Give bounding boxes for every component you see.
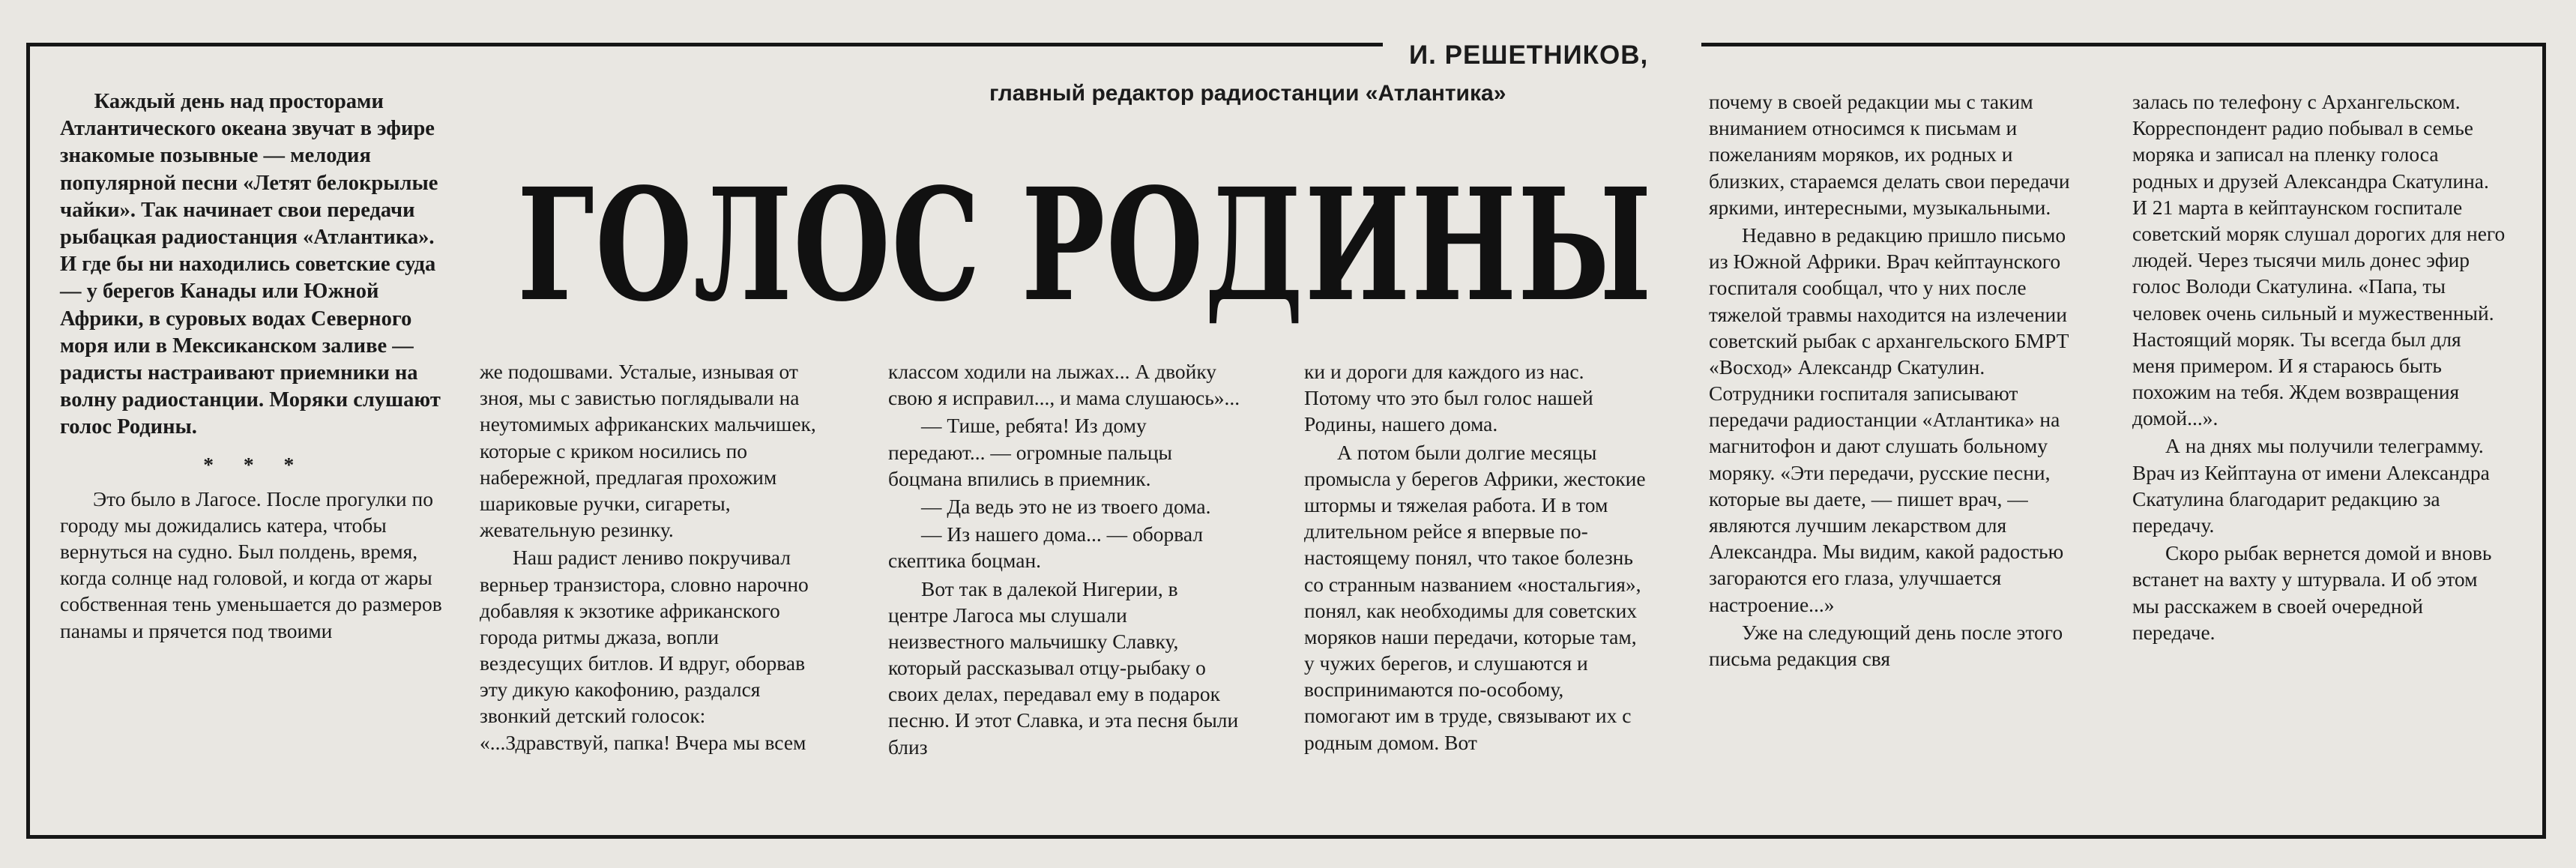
section-separator: * * *: [203, 453, 307, 477]
article-headline: ГОЛОС РОДИНЫ: [517, 154, 1653, 336]
author-name: И. РЕШЕТНИКОВ,: [1409, 40, 1649, 70]
paragraph: ки и дороги для каждого из нас. Потому что это был голос нашей Родины, нашего дома.: [1304, 360, 1593, 436]
column-2: [480, 358, 817, 756]
top-rule-right: [1701, 43, 2545, 46]
author-position: главный редактор радиостанции «Атлантика»: [989, 81, 1506, 106]
column-6: [2132, 88, 2507, 645]
article-lead: Каждый день над просторами Атлантического океана звучат в эфире знакомые позывные — мелодия популярной песни «Летят белокрылые чайки». Так начинает свои передачи рыбацкая радиостанция «Атлантика». И где бы ни находились советские суда — у берегов Канады или Южной Африки, в суровых водах Северного моря или в Мексиканском заливе — радисты настраивают приемники на волну радиостанции. Моряки слушают голос Родины.: [60, 90, 441, 439]
column-1: [60, 88, 450, 644]
paragraph: Недавно в редакцию пришло письмо из Южной Африки. Врач кейптаунского госпиталя сообщал, что у них после тяжелой травмы находится на излечении советский рыбак с архангельского БМРТ «Восход» Александр Скатулин. Сотрудники госпиталя записывают передачи радиостанции «Атлантика» на магнитофон и дают слушать больному моряку. «Эти передачи, русские песни, которые вы даете, — пишет врач, — являются лучшим лекарством для Александра. Мы видим, какой радостью загораются его глаза, улучшается настроение...»: [1709, 223, 2069, 616]
paragraph: почему в своей редакции мы с таким вниманием относимся к письмам и пожеланиям моряков, их родных и близких, стараемся делать свои передачи яркими, интересными, музыкальными.: [1709, 90, 2070, 219]
paragraph: же подошвами. Усталые, изнывая от зноя, мы с завистью поглядывали на неутомимых африканских мальчишек, которые с криком носились по набережной, предлагая прохожим шариковые ручки, сигареты, жевательную резинку.: [480, 360, 816, 542]
paragraph: Скоро рыбак вернется домой и вновь встанет на вахту у штурвала. И об этом мы расскажем в своей очередной передаче.: [2132, 541, 2492, 644]
paragraph: — Да ведь это не из твоего дома.: [921, 494, 1211, 518]
paragraph: Уже на следующий день после этого письма редакция свя: [1709, 620, 2063, 670]
paragraph: Это было в Лагосе. После прогулки по городу мы дожидались катера, чтобы вернуться на судно. Был полдень, время, когда солнце над головой, и когда от жары собственная тень уменьшается до размеров панамы и прячется под твоими: [60, 486, 442, 642]
paragraph: А потом были долгие месяцы промысла у берегов Африки, жестокие штормы и тяжелая работа. И в том длительном рейсе я впервые по-настоящему понял, что такое болезнь со странным названием «ностальгия», понял, как необходимы для советских моряков наши передачи, которые там, у чужих берегов, и слушаются и воспринимаются по-особому, помогают им в труде, связывают их с родным домом. Вот: [1304, 440, 1646, 754]
right-border: [2542, 43, 2546, 839]
paragraph: Вот так в далекой Нигерии, в центре Лагоса мы слушали неизвестного мальчишку Славку, который рассказывал отцу-рыбаку о своих делах, передавал ему в подарок песню. И этот Славка, и эта песня были близ: [888, 576, 1239, 759]
column-4: [1304, 358, 1649, 756]
paragraph: А на днях мы получили телеграмму. Врач из Кейптауна от имени Александра Скатулина благодарит редакцию за передачу.: [2132, 434, 2490, 537]
bottom-rule: [26, 835, 2546, 839]
paragraph: Наш радист лениво покручивал верньер транзистора, словно нарочно добавляя к экзотике африканского города ритмы джаза, вопли вездесущих битлов. И вдруг, оборвав эту дикую какофонию, раздался звонкий детский голосок: «...Здравствуй, папка! Вчера мы всем: [480, 546, 809, 754]
top-rule-left: [26, 43, 1383, 46]
paragraph: классом ходили на лыжах... А двойку свою я исправил..., и мама слушаюсь»...: [888, 360, 1240, 410]
paragraph: — Тише, ребята! Из дому передают... — огромные пальцы боцмана впились в приемник.: [888, 414, 1173, 490]
paragraph: — Из нашего дома... — оборвал скептика боцман.: [888, 522, 1204, 573]
left-border: [26, 43, 30, 839]
column-3: [888, 358, 1240, 760]
paragraph: залась по телефону с Архангельском. Корреспондент радио побывал в семье моряка и записал на пленку голоса родных и друзей Александра Скатулина. И 21 марта в кейптаунском госпитале советский моряк слушал дорогих для него людей. Через тысячи миль донес эфир голос Володи Скатулина. «Папа, ты человек очень сильный и мужественный. Настоящий моряк. Ты всегда был для меня примером. И я стараюсь быть похожим на тебя. Ждем возвращения домой...».: [2132, 90, 2506, 430]
column-5: [1709, 88, 2084, 672]
